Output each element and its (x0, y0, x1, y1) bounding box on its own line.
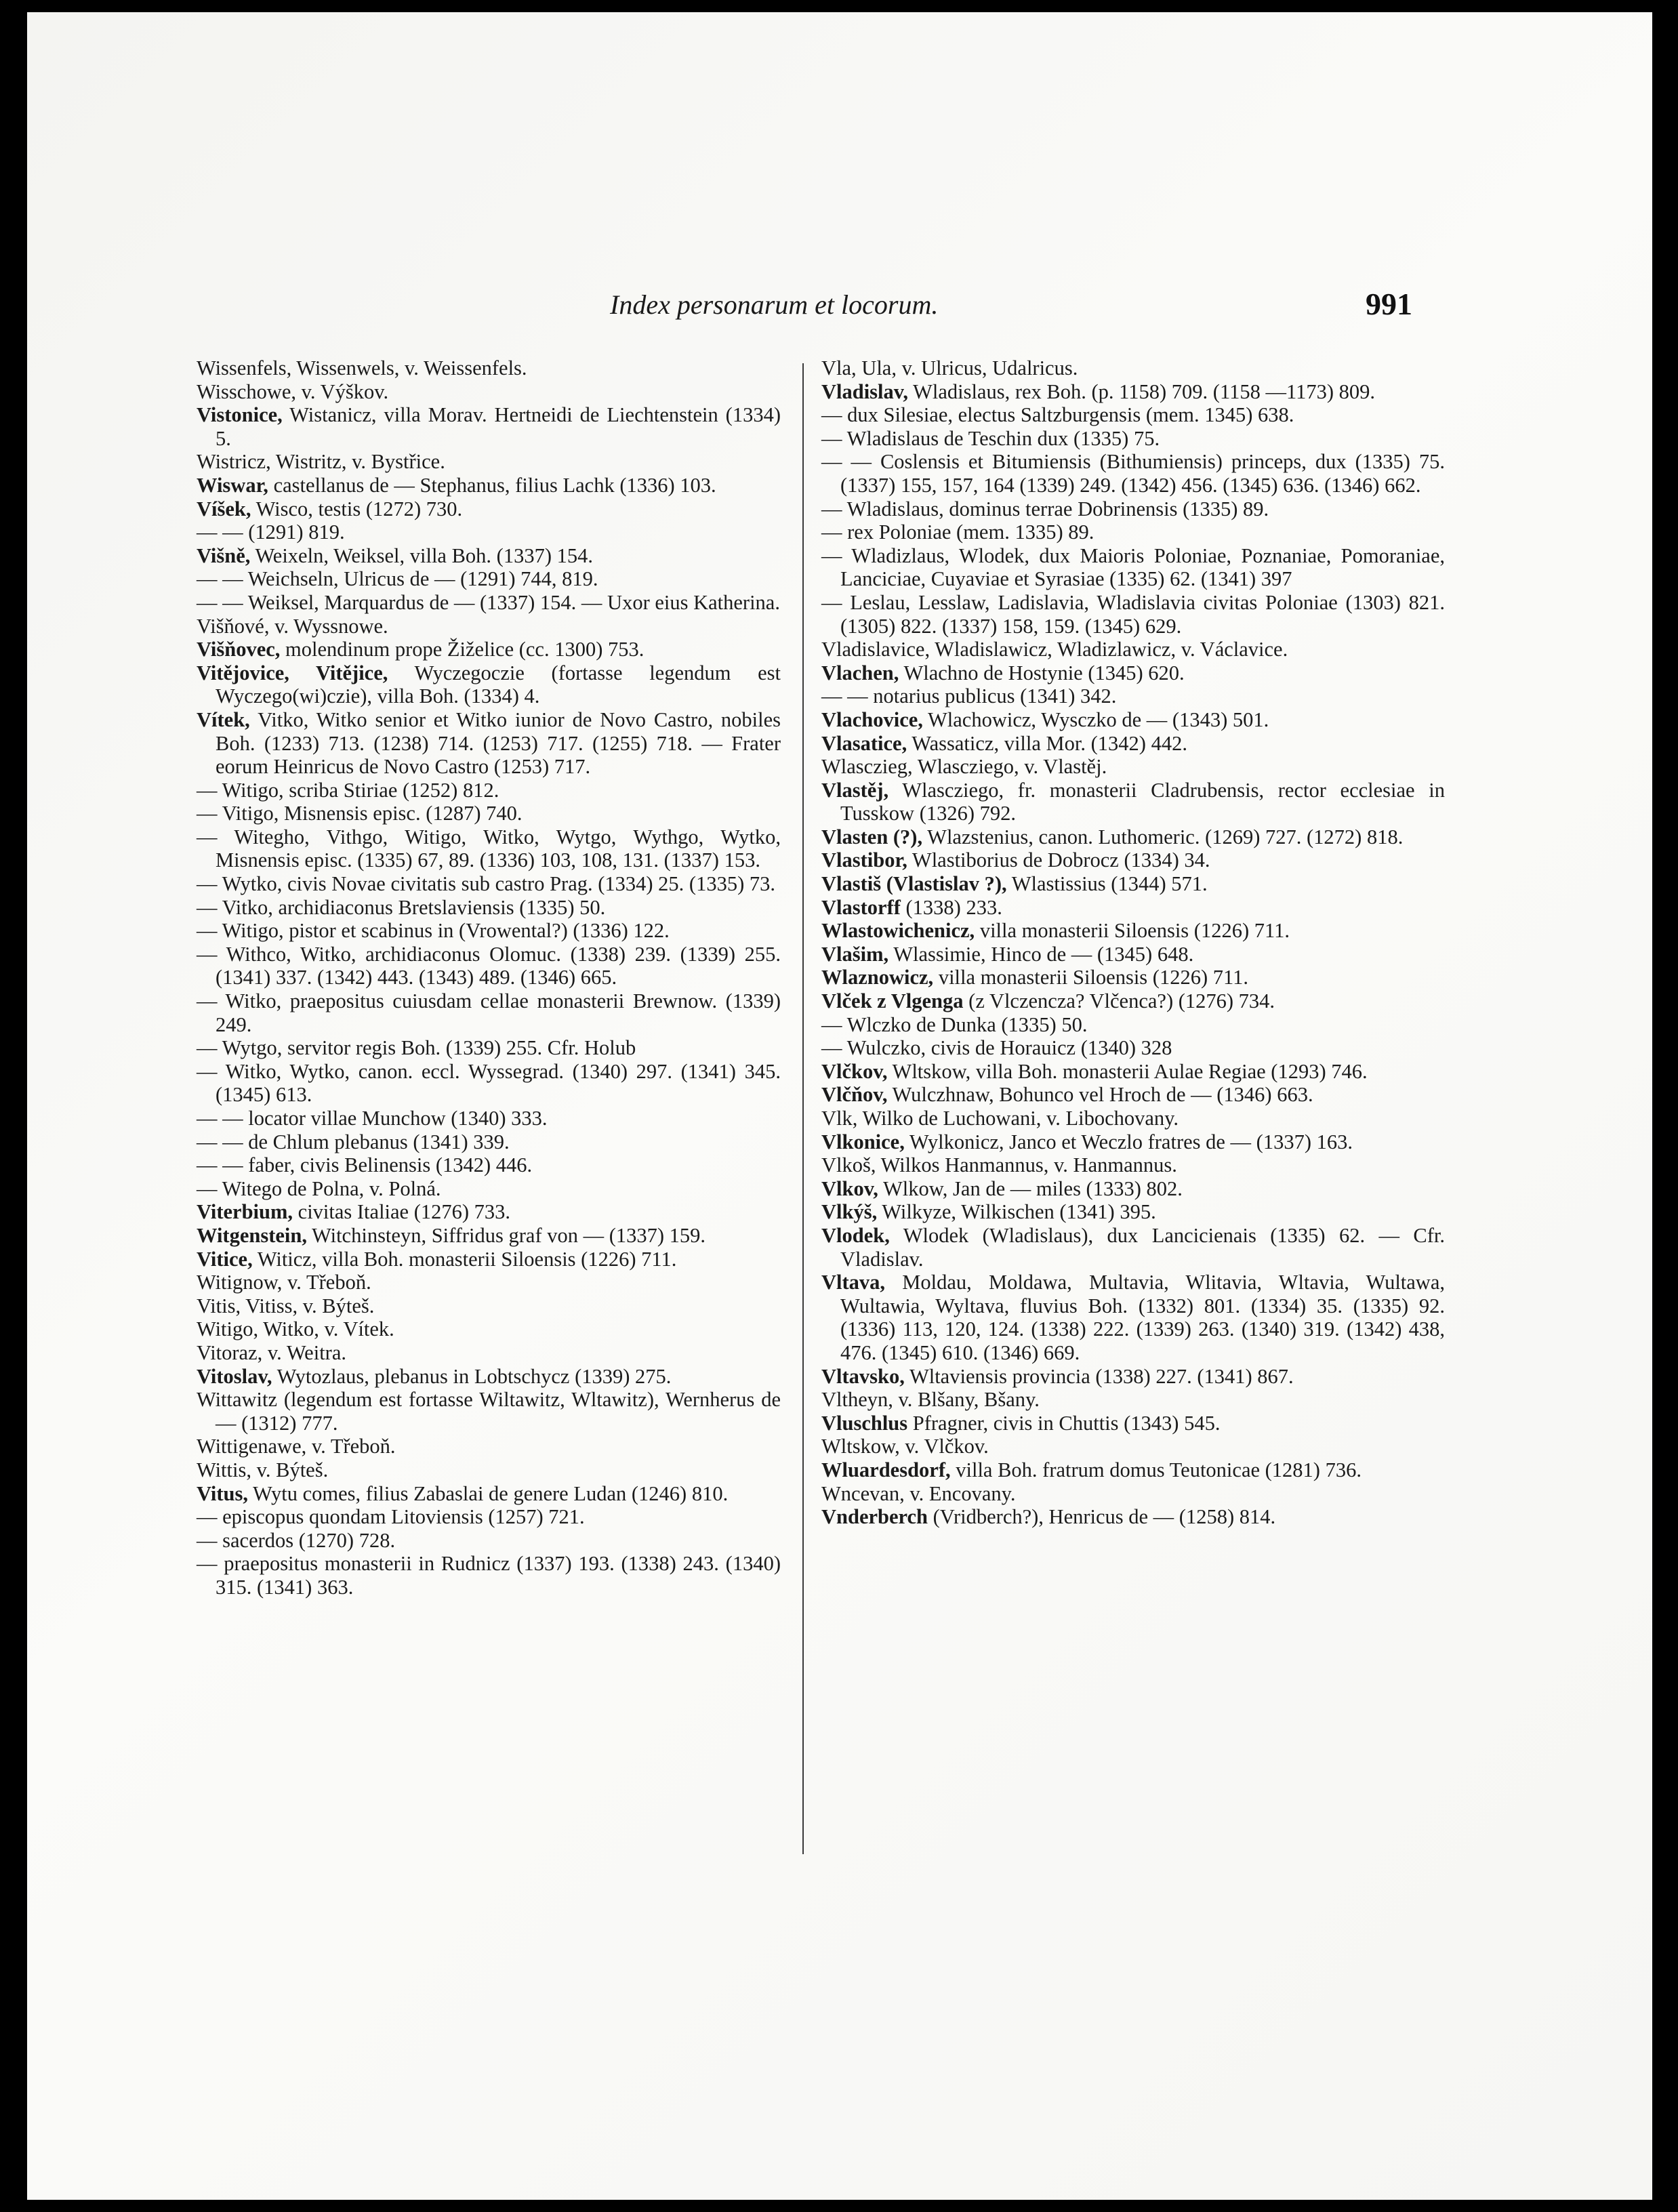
entry-text: Wylkonicz, Janco et Weczlo fratres de — (1337) 163. (904, 1130, 1353, 1153)
entry-headword: Víšek, (197, 497, 251, 520)
index-entry (197, 356, 781, 380)
index-entry (197, 1458, 781, 1482)
entry-headword: Witgenstein, (197, 1223, 307, 1247)
entry-text: Moldau, Moldawa, Multavia, Wlitavia, Wltavia, Wultawa, Wultawia, Wyltava, fluvius Boh. (1332) 801. (1334) 35. (1335) 92. (1336) 113, 120, 124. (1338) 222. (1339) 263. (1340) 319. (1342) 438, 476. (1345) 610. (1346) 669. (840, 1271, 1445, 1364)
index-entry (821, 520, 1445, 544)
entry-text: — Leslau, Lesslaw, Ladislavia, Wladislavia civitas Poloniae (1303) 821. (1305) 822. (1337) 158, 159. (1345) 629. (821, 590, 1445, 638)
entry-text: (Vridberch?), Henricus de — (1258) 814. (928, 1505, 1276, 1529)
entry-text: Wytu comes, filius Zabaslai de genere Ludan (1246) 810. (247, 1481, 729, 1505)
entry-text: — Witko, praepositus cuiusdam cellae monasterii Brewnow. (1339) 249. (197, 989, 781, 1036)
entry-headword: Vlčňov, (821, 1083, 888, 1107)
entry-headword: Vistonice, (197, 403, 283, 427)
entry-headword: Višňovec, (197, 638, 281, 661)
entry-text: Witignow, v. Třeboň. (197, 1271, 371, 1294)
entry-headword: Vlkov, (821, 1176, 878, 1200)
entry-text: villa monasterii Siloensis (1226) 711. (975, 919, 1290, 943)
entry-text: Višňové, v. Wyssnowe. (197, 614, 388, 638)
index-entry (821, 380, 1445, 404)
entry-text: — Wlczko de Dunka (1335) 50. (821, 1012, 1088, 1036)
entry-text: — — Weiksel, Marquardus de — (1337) 154. — Uxor eius Katherina. (197, 590, 780, 614)
index-entry (197, 1130, 781, 1154)
index-entry (197, 1505, 781, 1529)
index-entry (197, 497, 781, 521)
index-entry (197, 708, 781, 779)
entry-text: — Vitko, archidiaconus Bretslaviensis (1335) 50. (197, 895, 606, 919)
index-entry (197, 1552, 781, 1599)
index-entry (197, 1341, 781, 1365)
entry-text: — Vitigo, Misnensis episc. (1287) 740. (197, 802, 523, 825)
index-entry (821, 1177, 1445, 1201)
index-entry (821, 1505, 1445, 1529)
index-entry (821, 1224, 1445, 1271)
index-entry (197, 1177, 781, 1201)
index-entry (197, 1107, 781, 1130)
index-entry (821, 1060, 1445, 1084)
index-entry (197, 825, 781, 872)
index-entry (821, 1107, 1445, 1130)
entry-text: Wlodek (Wladislaus), dux Lancicienais (1335) 62. — Cfr. Vladislav. (840, 1223, 1445, 1271)
entry-text: Weixeln, Weiksel, villa Boh. (1337) 154. (250, 544, 593, 567)
entry-text: Witicz, villa Boh. monasterii Siloensis (1226) 711. (252, 1247, 677, 1271)
index-entry (197, 1482, 781, 1506)
index-entry (197, 1365, 781, 1389)
entry-headword: Vnderberch (821, 1505, 928, 1529)
index-entry (821, 825, 1445, 849)
index-entry (197, 591, 781, 615)
index-entry (821, 1435, 1445, 1458)
entry-text: Wistanicz, villa Morav. Hertneidi de Liechtenstein (1334) 5. (216, 403, 781, 450)
entry-text: — Withco, Witko, archidiaconus Olomuc. (1338) 239. (1339) 255. (1341) 337. (1342) 443. (1343) 489. (1346) 665. (197, 942, 781, 989)
index-entry (197, 943, 781, 989)
entry-text: — — (1291) 819. (197, 520, 345, 544)
entry-text: Witigo, Witko, v. Vítek. (197, 1317, 394, 1341)
index-entry (821, 1482, 1445, 1506)
entry-text: — — notarius publicus (1341) 342. (821, 684, 1117, 708)
entry-text: Wlachowicz, Wysczko de — (1343) 501. (922, 708, 1269, 731)
index-entry (197, 1224, 781, 1248)
index-entry (821, 943, 1445, 966)
entry-text: — Wulczko, civis de Horauicz (1340) 328 (821, 1036, 1172, 1060)
entry-text: — praepositus monasterii in Rudnicz (1337) 193. (1338) 243. (1340) 315. (1341) 363. (197, 1552, 781, 1599)
entry-text: (z Vlczencza? Vlčenca?) (1276) 734. (963, 989, 1275, 1013)
index-entry (821, 1412, 1445, 1435)
entry-text: Wltskow, v. Vlčkov. (821, 1435, 989, 1458)
index-entry (821, 966, 1445, 989)
entry-text: Wittigenawe, v. Třeboň. (197, 1435, 396, 1458)
entry-headword: Vítek, (197, 708, 250, 731)
page-header (27, 289, 1652, 329)
entry-text: — sacerdos (1270) 728. (197, 1528, 396, 1552)
entry-text: — Witigo, scriba Stiriae (1252) 812. (197, 778, 499, 802)
entry-text: — Wytgo, servitor regis Boh. (1339) 255. Cfr. Holub (197, 1036, 636, 1060)
entry-text: molendinum prope Žiželice (cc. 1300) 753. (280, 638, 644, 661)
entry-text: Wlazstenius, canon. Luthomeric. (1269) 727. (1272) 818. (922, 825, 1404, 848)
index-entry (197, 1317, 781, 1341)
index-entry (821, 1388, 1445, 1412)
entry-headword: Vlastibor, (821, 848, 907, 872)
document-page (27, 12, 1652, 2200)
column-divider (802, 363, 804, 1854)
entry-headword: Vitus, (197, 1481, 248, 1505)
entry-headword: Vltavsko, (821, 1364, 905, 1388)
entry-text: — Witegho, Vithgo, Witigo, Witko, Wytgo, Wythgo, Wytko, Misnensis episc. (1335) 67, 89. (1336) 103, 108, 131. (1337) 153. (197, 825, 781, 872)
entry-text: — Witego de Polna, v. Polná. (197, 1176, 441, 1200)
index-entry (821, 872, 1445, 896)
right-column (821, 356, 1445, 1529)
entry-text: Wncevan, v. Encovany. (821, 1481, 1016, 1505)
entry-text: Vladislavice, Wladislawicz, Wladizlawicz, v. Václavice. (821, 638, 1288, 661)
index-entry (197, 1271, 781, 1294)
entry-text: — Wytko, civis Novae civitatis sub castro Prag. (1334) 25. (1335) 73. (197, 872, 775, 896)
index-entry (197, 1153, 781, 1177)
index-entry (197, 1036, 781, 1060)
index-entry (821, 779, 1445, 825)
entry-text: — — de Chlum plebanus (1341) 339. (197, 1130, 510, 1153)
entry-text: — rex Poloniae (mem. 1335) 89. (821, 520, 1094, 544)
entry-text: — — Coslensis et Bitumiensis (Bithumiensis) princeps, dux (1335) 75. (1337) 155, 157, 164 (1339) 249. (1342) 456. (1345) 636. (1346) 662. (821, 450, 1445, 497)
entry-text: Wittis, v. Býteš. (197, 1458, 329, 1481)
entry-headword: Vltava, (821, 1271, 886, 1294)
entry-text: Wlastissius (1344) 571. (1006, 872, 1208, 896)
entry-headword: Vlasatice, (821, 731, 907, 755)
entry-text: (1338) 233. (900, 895, 1002, 919)
index-entry (821, 1365, 1445, 1389)
entry-text: Wlasczieg, Wlascziego, v. Vlastěj. (821, 755, 1107, 779)
index-entry (197, 567, 781, 591)
index-entry (197, 896, 781, 920)
entry-headword: Wluardesdorf, (821, 1458, 951, 1481)
entry-text: Vltheyn, v. Blšany, Bšany. (821, 1388, 1040, 1412)
entry-text: Wlastiborius de Dobrocz (1334) 34. (907, 848, 1210, 872)
index-entry (197, 450, 781, 474)
entry-text: Pfragner, civis in Chuttis (1343) 545. (907, 1411, 1221, 1435)
index-entry (821, 356, 1445, 380)
index-entry (197, 1435, 781, 1458)
entry-text: Wissenfels, Wissenwels, v. Weissenfels. (197, 356, 527, 380)
entry-headword: Višně, (197, 544, 251, 567)
entry-headword: Vlastorff (821, 895, 901, 919)
entry-headword: Viterbium, (197, 1200, 293, 1224)
index-entry (197, 1529, 781, 1553)
index-entry (821, 497, 1445, 521)
entry-text: Wulczhnaw, Bohunco vel Hroch de — (1346) 663. (887, 1083, 1313, 1107)
index-entry (197, 1294, 781, 1318)
entry-text: — Wladislaus, dominus terrae Dobrinensis (1335) 89. (821, 497, 1269, 520)
entry-text: Vitoraz, v. Weitra. (197, 1340, 346, 1364)
entry-text: Wilkyze, Wilkischen (1341) 395. (877, 1200, 1156, 1224)
entry-headword: Vlček z Vlgenga (821, 989, 964, 1013)
index-entry (197, 1200, 781, 1224)
entry-text: Wisschowe, v. Výškov. (197, 380, 389, 403)
entry-text: Vla, Ula, v. Ulricus, Udalricus. (821, 356, 1078, 380)
entry-headword: Vluschlus (821, 1411, 908, 1435)
index-entry (821, 544, 1445, 591)
entry-headword: Vlkonice, (821, 1130, 905, 1153)
entry-text: Wladislaus, rex Boh. (p. 1158) 709. (1158 —1173) 809. (907, 380, 1375, 403)
index-entry (821, 848, 1445, 872)
entry-text: Wassaticz, villa Mor. (1342) 442. (907, 731, 1187, 755)
entry-headword: Vladislav, (821, 380, 908, 403)
index-entry (821, 1271, 1445, 1364)
index-entry (821, 1458, 1445, 1482)
entry-headword: Vitice, (197, 1247, 253, 1271)
entry-text: Vitis, Vitiss, v. Býteš. (197, 1294, 375, 1317)
index-entry (197, 872, 781, 896)
index-entry (197, 638, 781, 661)
entry-headword: Wiswar, (197, 473, 268, 497)
entry-text: — dux Silesiae, electus Saltzburgensis (mem. 1345) 638. (821, 403, 1294, 427)
entry-headword: Vlastiš (Vlastislav ?), (821, 872, 1007, 896)
entry-text: castellanus de — Stephanus, filius Lachk (1336) 103. (268, 473, 716, 497)
entry-text: Wlkow, Jan de — miles (1333) 802. (878, 1176, 1183, 1200)
index-entry (821, 1130, 1445, 1154)
entry-text: Wlassimie, Hinco de — (1345) 648. (888, 942, 1194, 966)
entry-headword: Wlastowichenicz, (821, 919, 975, 943)
page-number: 991 (1366, 287, 1412, 321)
index-entry (197, 474, 781, 497)
index-entry (197, 520, 781, 544)
entry-headword: Wlaznowicz, (821, 966, 934, 989)
entry-text: Vlkoš, Wilkos Hanmannus, v. Hanmannus. (821, 1153, 1177, 1177)
index-entry (197, 544, 781, 568)
left-column (197, 356, 781, 1599)
index-entry (821, 919, 1445, 943)
entry-text: villa monasterii Siloensis (1226) 711. (933, 966, 1248, 989)
entry-headword: Vlasten (?), (821, 825, 923, 848)
index-entry (821, 1153, 1445, 1177)
index-entry (821, 684, 1445, 708)
index-entry (197, 1248, 781, 1271)
entry-text: — Wladizlaus, Wlodek, dux Maioris Poloniae, Poznaniae, Pomoraniae, Lanciciae, Cuyaviae et Syrasiae (1335) 62. (1341) 397 (821, 544, 1445, 591)
entry-text: — Witko, Wytko, canon. eccl. Wyssegrad. (1340) 297. (1341) 345. (1345) 613. (197, 1059, 781, 1107)
index-entry (821, 1013, 1445, 1037)
entry-headword: Vlodek, (821, 1223, 890, 1247)
entry-text: Vlk, Wilko de Luchowani, v. Libochovany. (821, 1107, 1179, 1130)
index-entry (821, 403, 1445, 427)
entry-text: Wyczegoczie (fortasse legendum est Wyczego(wi)czie), villa Boh. (1334) 4. (216, 661, 781, 708)
index-entry (821, 708, 1445, 732)
index-entry (821, 450, 1445, 497)
entry-text: — — faber, civis Belinensis (1342) 446. (197, 1153, 533, 1177)
entry-text: Wltskow, villa Boh. monasterii Aulae Regiae (1293) 746. (887, 1059, 1368, 1083)
index-entry (197, 380, 781, 404)
entry-text: civitas Italiae (1276) 733. (293, 1200, 511, 1224)
entry-text: villa Boh. fratrum domus Teutonicae (1281) 736. (950, 1458, 1362, 1481)
index-entry (197, 779, 781, 802)
index-entry (197, 1388, 781, 1435)
entry-text: Vitko, Witko senior et Witko iunior de Novo Castro, nobiles Boh. (1233) 713. (1238) 714. (1253) 717. (1255) 718. — Frater eorum Heinricus de Novo Castro (1253) 717. (216, 708, 781, 779)
index-entry (197, 661, 781, 708)
index-entry (197, 919, 781, 943)
entry-headword: Vlkýš, (821, 1200, 878, 1224)
entry-headword: Vlachovice, (821, 708, 923, 731)
entry-text: Wlascziego, fr. monasterii Cladrubensis, rector ecclesiae in Tusskow (1326) 792. (840, 778, 1445, 825)
entry-headword: Vlčkov, (821, 1059, 888, 1083)
index-entry (821, 732, 1445, 756)
index-entry (821, 661, 1445, 685)
entry-text: Wittawitz (legendum est fortasse Wiltawitz, Wltawitz), Wernherus de — (1312) 777. (197, 1388, 781, 1435)
index-entry (821, 755, 1445, 779)
index-entry (821, 1200, 1445, 1224)
entry-text: — — Weichseln, Ulricus de — (1291) 744, 819. (197, 567, 598, 591)
index-entry (821, 591, 1445, 638)
entry-text: Wisco, testis (1272) 730. (251, 497, 463, 520)
index-entry (197, 1060, 781, 1107)
entry-text: — Wladislaus de Teschin dux (1335) 75. (821, 426, 1160, 450)
index-entry (821, 427, 1445, 451)
entry-headword: Vlachen, (821, 661, 899, 684)
index-entry (821, 1083, 1445, 1107)
index-entry (821, 1036, 1445, 1060)
entry-text: — — locator villae Munchow (1340) 333. (197, 1107, 548, 1130)
index-entry (197, 802, 781, 825)
entry-headword: Vitějovice, Vitějice, (197, 661, 388, 684)
entry-text: — episcopus quondam Litoviensis (1257) 721. (197, 1505, 585, 1529)
index-entry (197, 989, 781, 1036)
index-entry (197, 615, 781, 638)
entry-headword: Vitoslav, (197, 1364, 272, 1388)
entry-headword: Vlašim, (821, 942, 889, 966)
running-title: Index personarum et locorum. (610, 289, 939, 320)
entry-headword: Vlastěj, (821, 778, 889, 802)
entry-text: Witchinsteyn, Siffridus graf von — (1337) 159. (306, 1223, 706, 1247)
entry-text: Wlachno de Hostynie (1345) 620. (899, 661, 1185, 684)
entry-text: Wistricz, Wistritz, v. Bystřice. (197, 450, 445, 474)
entry-text: Wltaviensis provincia (1338) 227. (1341) 867. (904, 1364, 1294, 1388)
index-entry (197, 403, 781, 450)
index-entry (821, 989, 1445, 1013)
entry-text: Wytozlaus, plebanus in Lobtschycz (1339) 275. (272, 1364, 672, 1388)
index-entry (821, 638, 1445, 661)
entry-text: — Witigo, pistor et scabinus in (Vrowental?) (1336) 122. (197, 919, 670, 943)
index-entry (821, 896, 1445, 920)
